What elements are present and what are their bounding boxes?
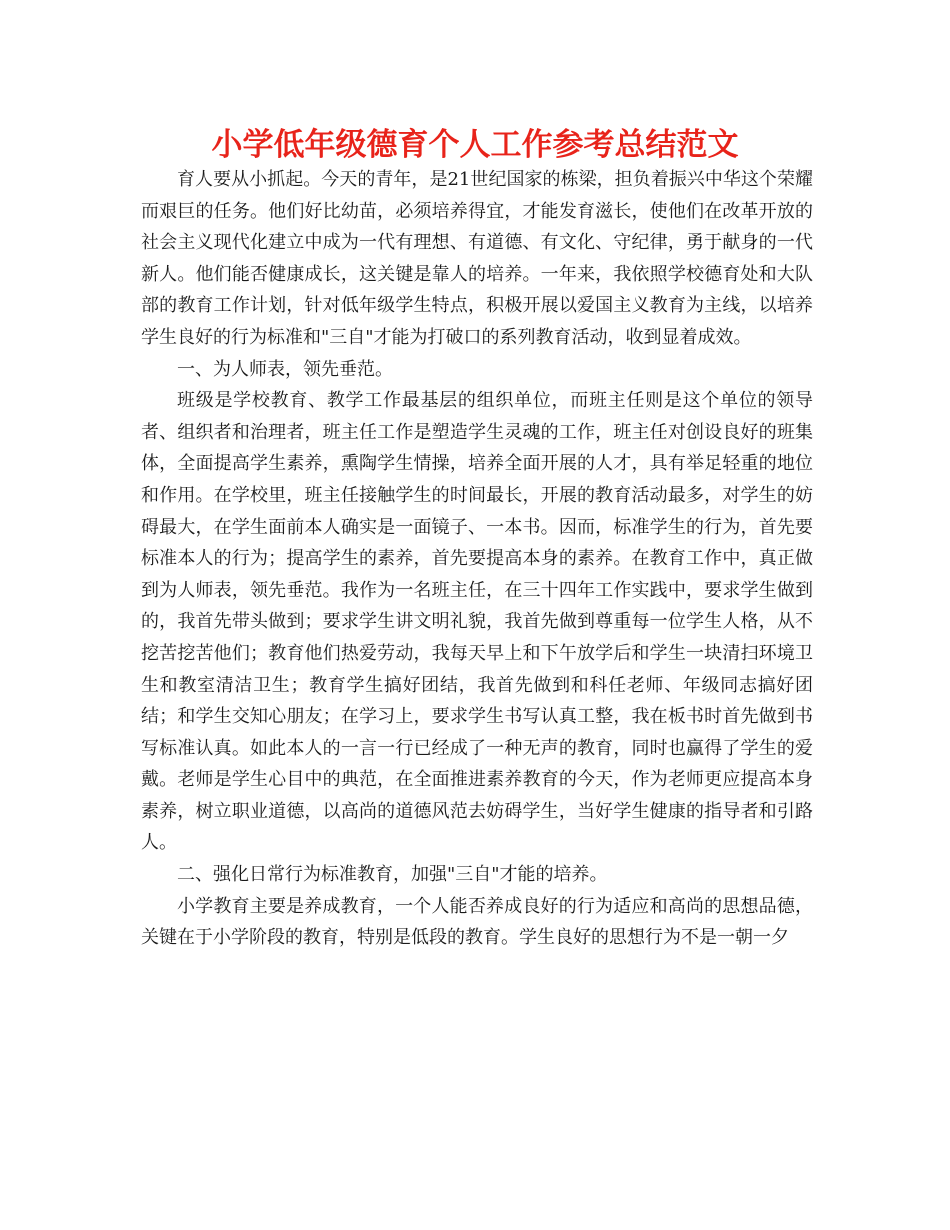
document-title: 小学低年级德育个人工作参考总结范文	[211, 127, 739, 163]
paragraph-section-2: 小学教育主要是养成教育，一个人能否养成良好的行为适应和高尚的思想品德，关键在于小学阶段的教育，特别是低段的教育。学生良好的思想行为不是一朝一夕	[141, 895, 813, 949]
paragraph-section-1: 班级是学校教育、教学工作最基层的组织单位，而班主任则是这个单位的领导者、组织者和治理者，班主任工作是塑造学生灵魂的工作，班主任对创设良好的班集体，全面提高学生素养，熏陶学生情操，培养全面开展的人才，具有举足轻重的地位和作用。在学校里，班主任接触学生的时间最长，开展的教育活动最多，对学生的妨碍最大，在学生面前本人确实是一面镜子、一本书。因而，标准学生的行为，首先要标准本人的行为；提高学生的素养，首先要提高本身的素养。在教育工作中，真正做到为人师表，领先垂范。我作为一名班主任，在三十四年工作实践中，要求学生做到的，我首先带头做到；要求学生讲文明礼貌，我首先做到尊重每一位学生人格，从不挖苦挖苦他们；教育他们热爱劳动，我每天早上和下午放学后和学生一块清扫环境卫生和教室清洁卫生；教育学生搞好团结，我首先做到和科任老师、年级同志搞好团结；和学生交知心朋友；在学习上，要求学生书写认真工整，我在板书时首先做到书写标准认真。如此本人的一言一行已经成了一种无声的教育，同时也赢得了学生的爱戴。老师是学生心目中的典范，在全面推进素养教育的今天，作为老师更应提高本身素养，树立职业道德，以高尚的道德风范去妨碍学生，当好学生健康的指导者和引路人。	[141, 390, 813, 854]
paragraph-intro: 育人要从小抓起。今天的青年，是21世纪国家的栋梁，担负着振兴中华这个荣耀而艰巨的任务。他们好比幼苗，必须培养得宜，才能发育滋长，使他们在改革开放的社会主义现代化建立中成为一代有理想、有道德、有文化、守纪律，勇于献身的一代新人。他们能否健康成长，这关键是靠人的培养。一年来，我依照学校德育处和大队部的教育工作计划，针对低年级学生特点，积极开展以爱国主义教育为主线，以培养学生良好的行为标准和"三自"才能为打破口的系列教育活动，收到显着成效。	[141, 169, 813, 348]
document-body	[141, 164, 813, 954]
section-heading-2: 二、强化日常行为标准教育，加强"三自"才能的培养。	[177, 864, 608, 886]
section-heading-1: 一、为人师表，领先垂范。	[177, 358, 393, 380]
